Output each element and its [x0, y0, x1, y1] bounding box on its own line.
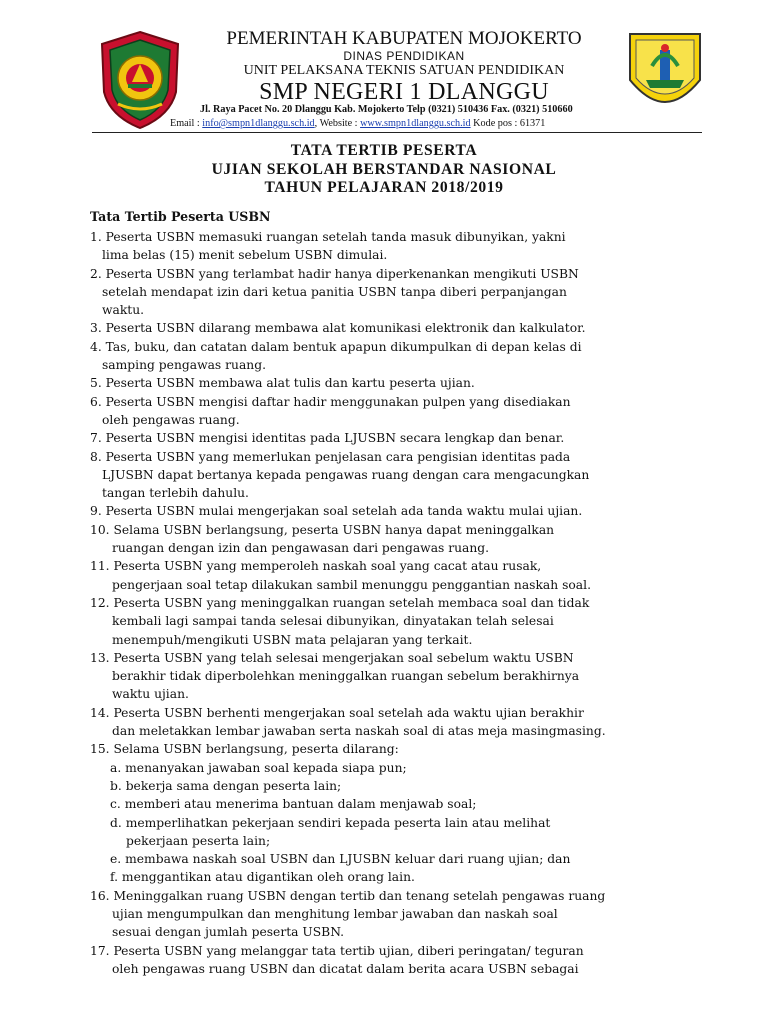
school-address: Jl. Raya Pacet No. 20 Dlanggu Kab. Mojokerto Telp (0321) 510436 Fax. (0321) 510660	[200, 104, 573, 115]
title-line-1: TATA TERTIB PESERTA	[290, 142, 478, 159]
list-item-continuation: berakhir tidak diperbolehkan meninggalkan ruangan sebelum berakhirnya	[112, 669, 580, 684]
title-line-3: TAHUN PELAJARAN 2018/2019	[264, 179, 504, 196]
government-name: PEMERINTAH KABUPATEN MOJOKERTO	[226, 28, 582, 49]
list-item: 11. Peserta USBN yang memperoleh naskah soal yang cacat atau rusak,	[90, 559, 542, 574]
department-name: DINAS PENDIDIKAN	[343, 49, 465, 63]
list-item: 6. Peserta USBN mengisi daftar hadir menggunakan pulpen yang disediakan	[90, 394, 571, 409]
sub-item: f. menggantikan atau digantikan oleh orang lain.	[110, 870, 415, 885]
website-link[interactable]: www.smpn1dlanggu.sch.id	[360, 118, 471, 129]
postal-code: Kode pos : 61371	[473, 118, 546, 129]
list-item-continuation: tangan terlebih dahulu.	[102, 486, 249, 501]
list-item: 16. Meninggalkan ruang USBN dengan tertib dan tenang setelah pengawas ruang	[90, 888, 606, 903]
list-item-continuation: ruangan dengan izin dan pengawasan dari pengawas ruang.	[112, 541, 490, 556]
list-item: 9. Peserta USBN mulai mengerjakan soal setelah ada tanda waktu mulai ujian.	[90, 504, 583, 519]
section-heading: Tata Tertib Peserta USBN	[90, 209, 271, 224]
list-item-continuation: setelah mendapat izin dari ketua panitia USBN tanpa diberi perpanjangan	[102, 284, 567, 299]
list-item: 2. Peserta USBN yang terlambat hadir hanya diperkenankan mengikuti USBN	[90, 266, 579, 281]
sub-item: b. bekerja sama dengan peserta lain;	[110, 778, 342, 793]
list-item-continuation: LJUSBN dapat bertanya kepada pengawas ruang dengan cara mengacungkan	[102, 467, 590, 482]
list-item-continuation: waktu.	[102, 303, 145, 318]
list-item: 12. Peserta USBN yang meninggalkan ruangan setelah membaca soal dan tidak	[90, 595, 590, 610]
list-item-continuation: samping pengawas ruang.	[102, 358, 266, 373]
sub-item-continuation: pekerjaan peserta lain;	[126, 833, 271, 848]
list-item: 5. Peserta USBN membawa alat tulis dan kartu peserta ujian.	[90, 376, 475, 391]
list-item: 3. Peserta USBN dilarang membawa alat komunikasi elektronik dan kalkulator.	[90, 321, 586, 336]
list-item: 7. Peserta USBN mengisi identitas pada LJUSBN secara lengkap dan benar.	[90, 431, 565, 446]
list-item-continuation: waktu ujian.	[112, 687, 189, 702]
list-item-continuation: oleh pengawas ruang.	[102, 412, 240, 427]
list-item-continuation: lima belas (15) menit sebelum USBN dimulai.	[102, 248, 388, 263]
list-item: 1. Peserta USBN memasuki ruangan setelah tanda masuk dibunyikan, yakni	[90, 230, 566, 244]
list-item-continuation: oleh pengawas ruang USBN dan dicatat dalam berita acara USBN sebagai	[112, 961, 579, 976]
list-item-continuation: ujian mengumpulkan dan menghitung lembar jawaban dan naskah soal	[112, 906, 558, 921]
sub-item: e. membawa naskah soal USBN dan LJUSBN keluar dari ruang ujian; dan	[110, 852, 571, 867]
website-label: , Website :	[314, 118, 358, 129]
school-name: SMP NEGERI 1 DLANGGU	[259, 79, 549, 105]
list-item: 10. Selama USBN berlangsung, peserta USBN hanya dapat meninggalkan	[90, 522, 555, 537]
sub-item: a. menanyakan jawaban soal kepada siapa pun;	[110, 760, 407, 775]
sub-item: c. memberi atau menerima bantuan dalam menjawab soal;	[110, 797, 477, 812]
contact-line	[170, 118, 545, 129]
school-emblem-icon	[626, 30, 704, 104]
email-link[interactable]: info@smpn1dlanggu.sch.id	[202, 118, 315, 129]
sub-item: d. memperlihatkan pekerjaan sendiri kepada peserta lain atau melihat	[110, 815, 551, 830]
list-item: 4. Tas, buku, dan catatan dalam bentuk apapun dikumpulkan di depan kelas di	[90, 339, 582, 354]
list-item: 14. Peserta USBN berhenti mengerjakan soal setelah ada waktu ujian berakhir	[90, 705, 584, 720]
list-item-continuation: sesuai dengan jumlah peserta USBN.	[112, 925, 345, 940]
list-item: 8. Peserta USBN yang memerlukan penjelasan cara pengisian identitas pada	[90, 449, 571, 464]
list-item: 13. Peserta USBN yang telah selesai mengerjakan soal sebelum waktu USBN	[90, 650, 574, 665]
list-item-continuation: pengerjaan soal tetap dilakukan sambil menunggu penggantian naskah soal.	[112, 577, 591, 592]
unit-name: UNIT PELAKSANA TEKNIS SATUAN PENDIDIKAN	[243, 63, 565, 78]
list-item-continuation: menempuh/mengikuti USBN mata pelajaran yang terkait.	[112, 632, 473, 647]
email-label: Email :	[170, 118, 200, 129]
list-item: 15. Selama USBN berlangsung, peserta dilarang:	[90, 742, 399, 757]
title-line-2: UJIAN SEKOLAH BERSTANDAR NASIONAL	[211, 161, 557, 178]
regency-seal-icon	[98, 30, 182, 130]
rules-list	[90, 228, 650, 978]
letterhead	[190, 28, 618, 106]
list-item-continuation: kembali lagi sampai tanda selesai dibunyikan, dinyatakan telah selesai	[112, 614, 554, 629]
list-item: 17. Peserta USBN yang melanggar tata tertib ujian, diberi peringatan/ teguran	[90, 943, 584, 958]
header-divider	[92, 132, 702, 133]
list-item-continuation: dan meletakkan lembar jawaban serta naskah soal di atas meja masingmasing.	[112, 724, 606, 739]
